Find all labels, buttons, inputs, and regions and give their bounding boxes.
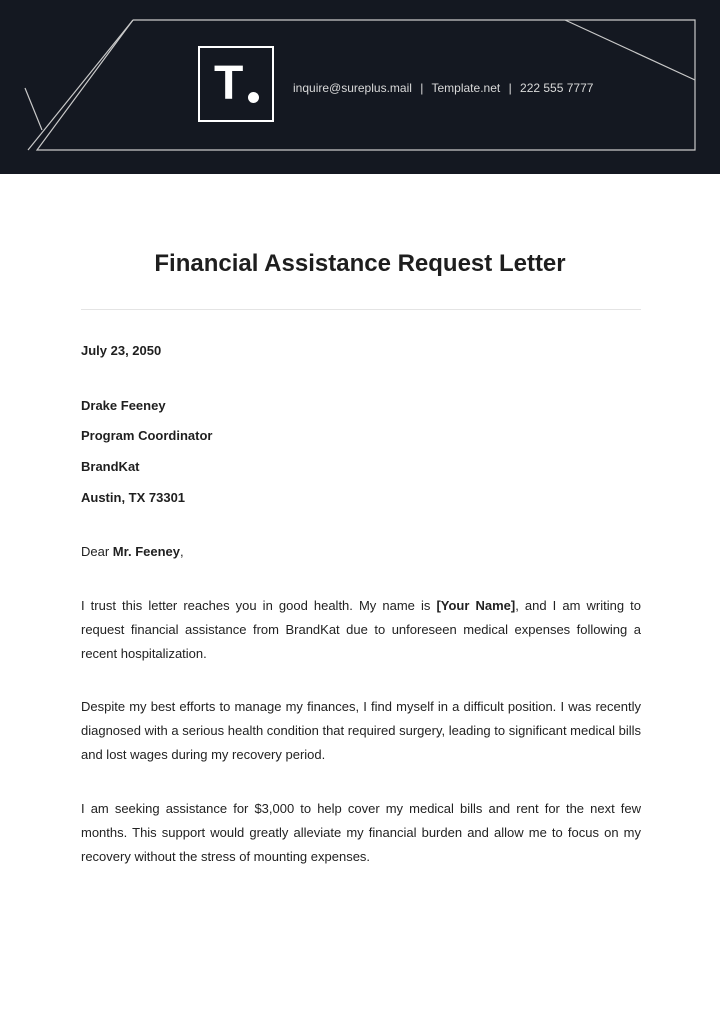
contact-website[interactable]: Template.net (431, 81, 501, 95)
paragraph-introduction (81, 594, 641, 666)
salutation-suffix: , (180, 544, 184, 559)
salutation-name: Mr. Feeney (112, 544, 180, 559)
contact-phone: 222 555 7777 (520, 81, 594, 95)
contact-separator: | (420, 81, 424, 95)
recipient-company: BrandKat (81, 459, 140, 474)
paragraph-introduction-text: I trust this letter reaches you in good health. My name is (81, 598, 437, 613)
paragraph-request: I am seeking assistance for $3,000 to help cover my medical bills and rent for the next few months. This support would greatly alleviate my financial burden and allow me to focus on my recovery without the stress of mounting expenses. (81, 801, 641, 864)
recipient-position: Program Coordinator (81, 428, 213, 443)
logo-letter: T (214, 57, 244, 110)
letter-date: July 23, 2050 (81, 343, 162, 358)
company-logo (198, 46, 274, 122)
decorative-line-left (25, 88, 42, 130)
paragraph-situation: Despite my best efforts to manage my finances, I find myself in a difficult position. I was recently diagnosed with a serious health condition that required surgery, leading to significant medical bills and lost wages during my recovery period. (81, 699, 641, 762)
placeholder-your-name: [Your Name] (436, 598, 516, 613)
salutation (81, 543, 184, 561)
decorative-line-left-diagonal (28, 20, 133, 150)
document-title: Financial Assistance Request Letter (154, 250, 566, 277)
letterhead-banner (0, 0, 720, 174)
title-divider (81, 309, 641, 310)
logo-dot (248, 92, 259, 103)
decorative-line-right (565, 20, 695, 80)
recipient-name: Drake Feeney (81, 398, 166, 413)
salutation-prefix: Dear (81, 544, 113, 559)
contact-email[interactable]: inquire@sureplus.mail (293, 81, 412, 95)
recipient-address: Austin, TX 73301 (81, 490, 186, 505)
paragraph-introduction-text-end: , and I am writing to request financial assistance from BrandKat due to unforeseen medical expenses following a recent hospitalization. (81, 598, 641, 661)
contact-info (293, 80, 593, 96)
contact-separator: | (508, 81, 512, 95)
